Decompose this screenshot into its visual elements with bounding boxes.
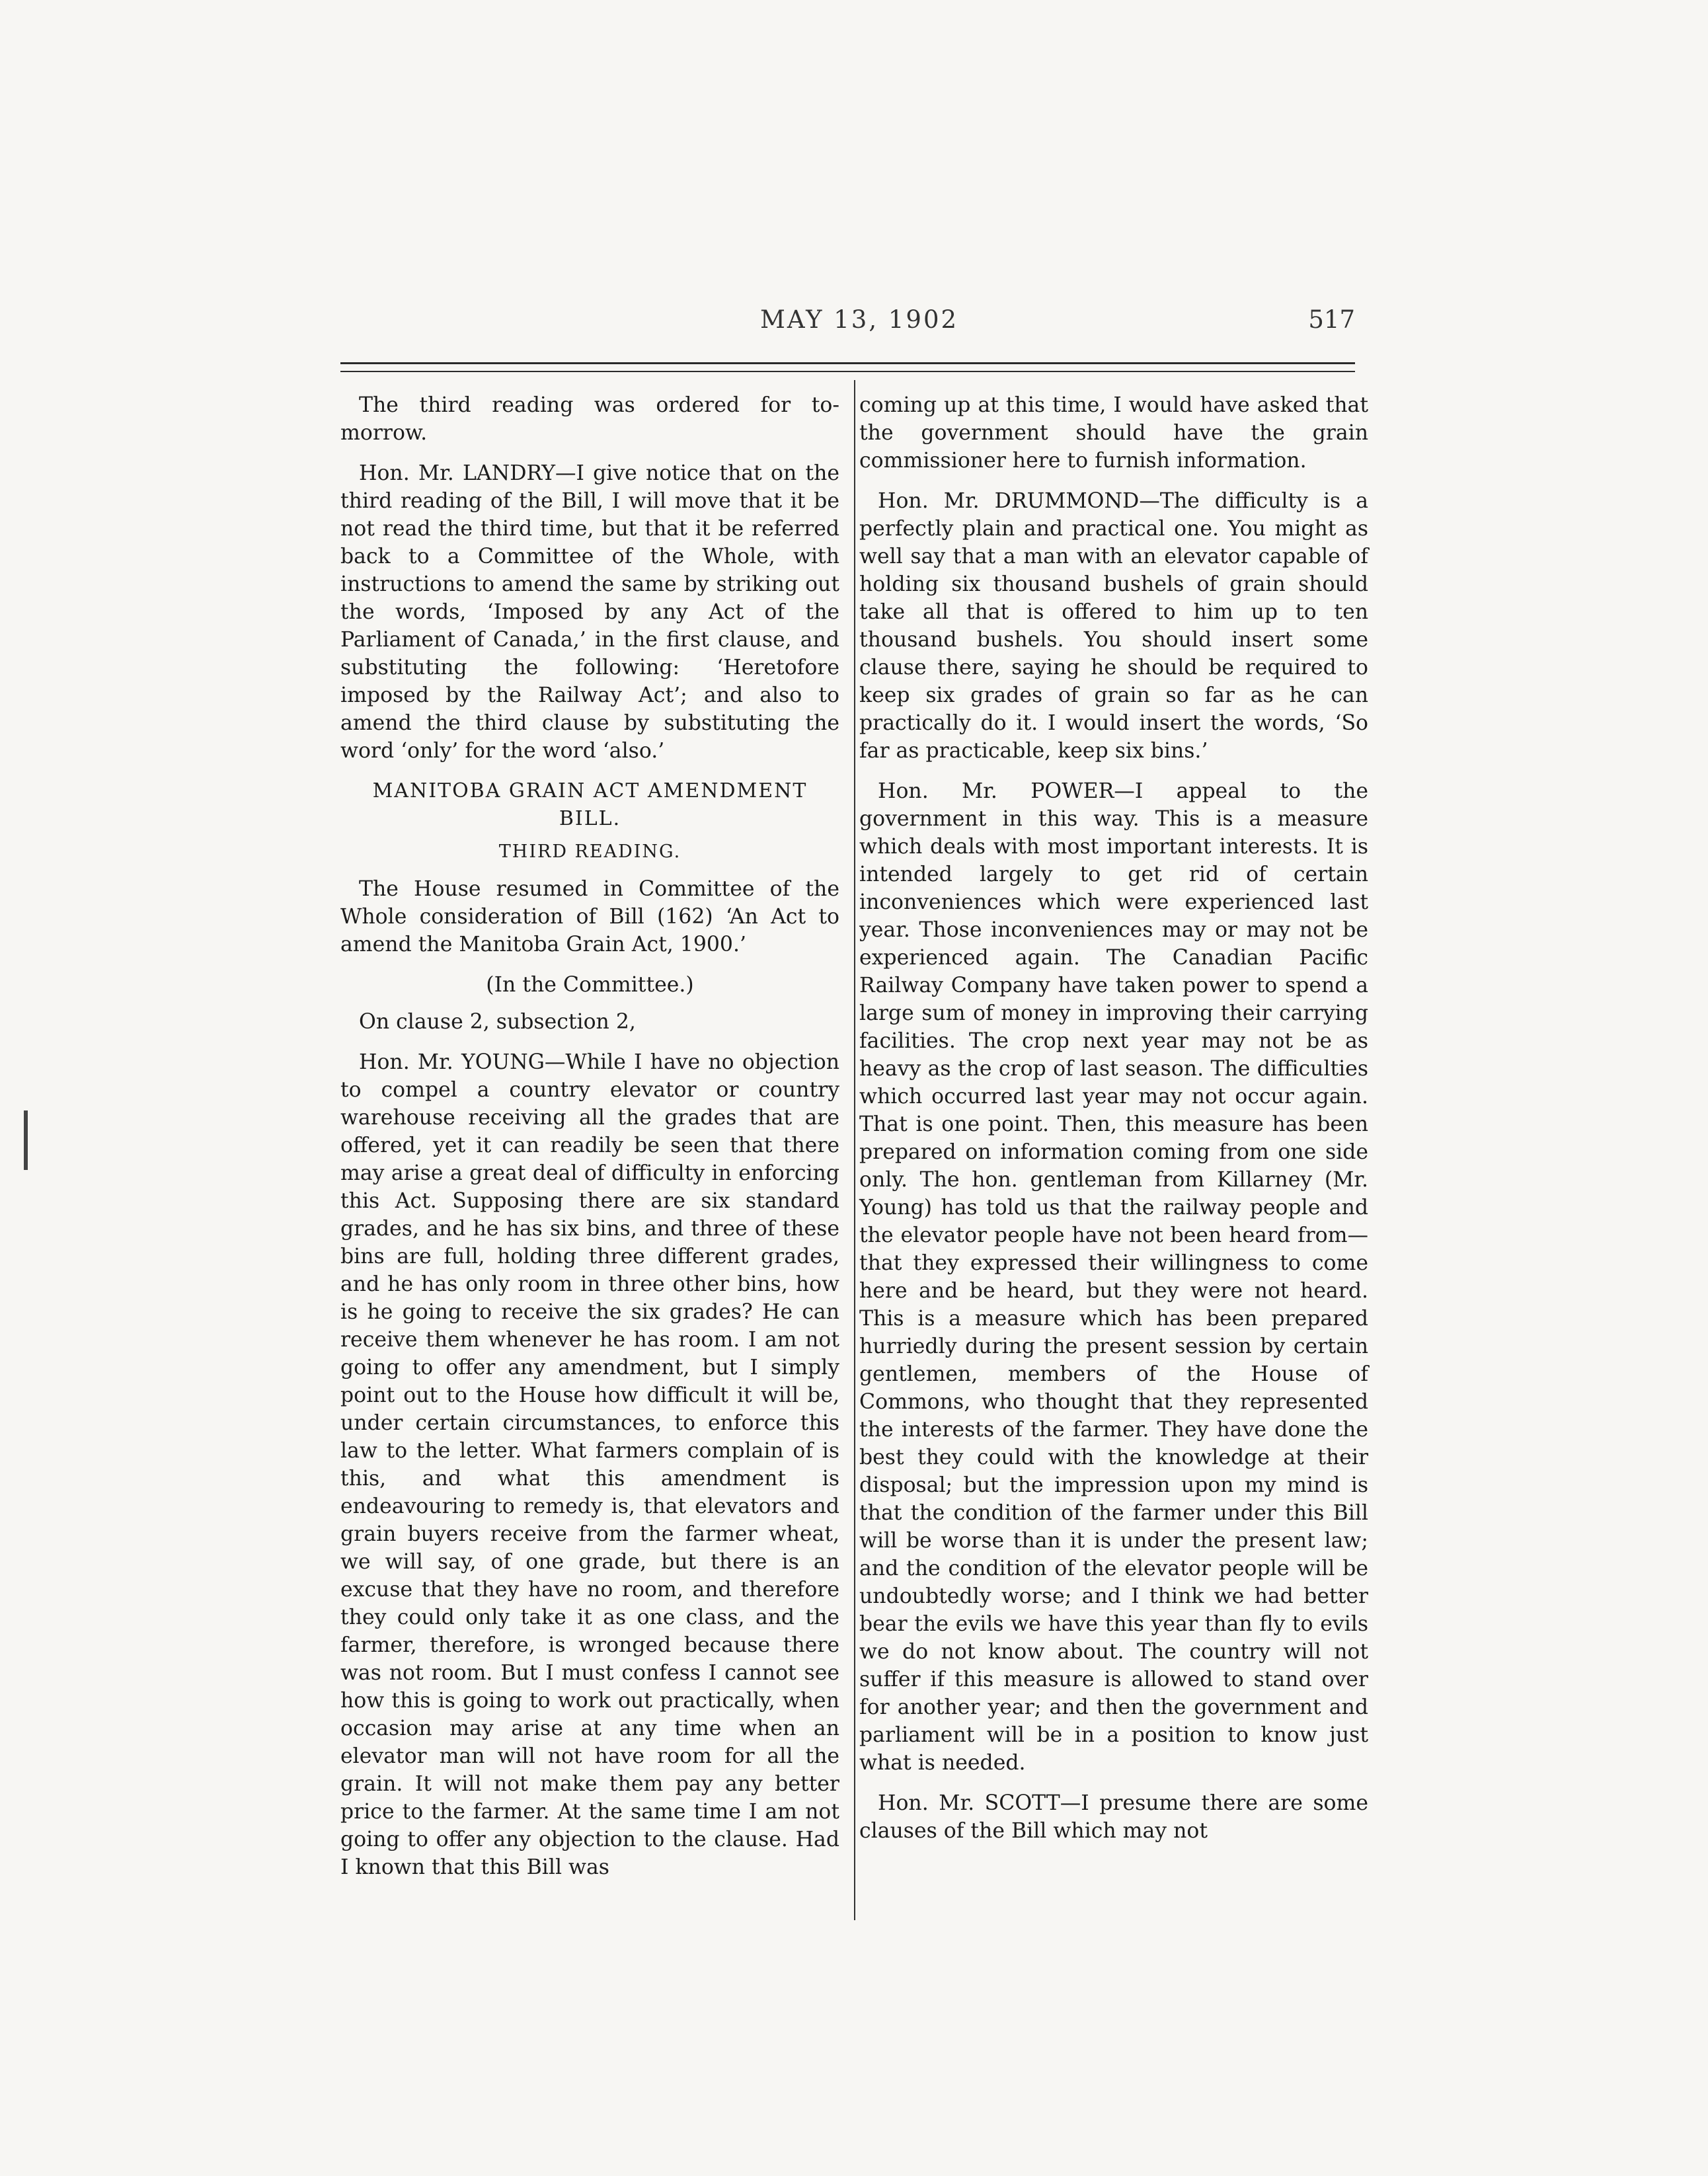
paragraph-power: Hon. Mr. POWER—I appeal to the government in this way. This is a measure which deals with most important interests. It is intended largely to get rid of certain inconveniences which were experienced last year. Those inconveniences may or may not be experienced again. The Canadian Pacific Railway Company have taken power to spend a large sum of money in improving their carrying facilities. The crop next year may not be as heavy as the crop of last season. The difficulties which occurred last year may not occur again. That is one point. Then, this measure has been prepared on information coming from one side only. The hon. gentleman from Killarney (Mr. Young) has told us that the railway people and the elevator people have not been heard from—that they expressed their willingness to come here and be heard, but they were not heard. This is a measure which has been prepared hurriedly during the present session by certain gentlemen, members of the House of Commons, who thought that they represented the interests of the farmer. They have done the best they could with the knowledge at their disposal; but the impression upon my mind is that the condition of the farmer under this Bill will be worse than it is under the present law; and the condition of the elevator people will be undoubtedly worse; and I think we had better bear the evils we have this year than fly to evils we do not know about. The country will not suffer if this measure is allowed to stand over for another year; and then the government and parliament will be in a position to know just what is needed.: [859, 779, 1368, 1775]
paragraph-young: Hon. Mr. YOUNG—While I have no objection to compel a country elevator or country warehouse receiving all the grades that are offered, yet it can readily be seen that there may arise a great deal of difficulty in enforcing this Act. Supposing there are six standard grades, and he has six bins, and three of these bins are full, holding three different grades, and he has only room in three other bins, how is he going to receive the six grades? He can receive them whenever he has room. I am not going to offer any amendment, but I simply point out to the House how difficult it will be, under certain circumstances, to enforce this law to the letter. What farmers complain of is this, and what this amendment is endeavouring to remedy is, that elevators and grain buyers receive from the farmer wheat, we will say, of one grade, but there is an excuse that they have no room, and therefore they could only take it as one class, and the farmer, therefore, is wronged because there was not room. But I must confess I cannot see how this is going to work out practically, when occasion may arise at any time when an elevator man will not have room for all the grain. It will not make them pay any better price to the farmer. At the same time I am not going to offer any objection to the clause. Had I known that this Bill was: [340, 1050, 839, 1879]
right-column: [859, 391, 1368, 1857]
section-subtitle: THIRD READING.: [498, 841, 681, 862]
page-header-date: MAY 13, 1902: [759, 305, 959, 334]
paragraph-scott: Hon. Mr. SCOTT—I presume there are some clauses of the Bill which may not: [859, 1791, 1368, 1843]
paragraph-continued: coming up at this time, I would have asked that the government should have the grain commissioner here to furnish information.: [859, 393, 1368, 473]
paragraph: The House resumed in Committee of the Whole consideration of Bill (162) ‘An Act to amend the Manitoba Grain Act, 1900.’: [340, 877, 839, 956]
paragraph-drummond: Hon. Mr. DRUMMOND—The difficulty is a perfectly plain and practical one. You might as well say that a man with an elevator capable of holding six thousand bushels of grain should take all that is offered to him up to ten thousand bushels. You should insert some clause there, saying he should be required to keep six grades of grain so far as he can practically do it. I would insert the words, ‘So far as practicable, keep six bins.’: [859, 489, 1368, 763]
header-rule-top: [340, 362, 1355, 364]
section-title: MANITOBA GRAIN ACT AMENDMENT BILL.: [372, 779, 808, 830]
paragraph: The third reading was ordered for to-morrow.: [340, 393, 839, 445]
scan-margin-mark: [24, 1110, 28, 1170]
page-number: 517: [1308, 305, 1355, 334]
header-rule-bottom: [340, 371, 1355, 372]
paragraph: On clause 2, subsection 2,: [359, 1010, 636, 1034]
in-committee-note: (In the Committee.): [486, 973, 694, 997]
column-divider: [854, 380, 855, 1920]
paragraph-landry: Hon. Mr. LANDRY—I give notice that on the third reading of the Bill, I will move that it be not read the third time, but that it be referred back to a Committee of the Whole, with instructions to amend the same by striking out the words, ‘Imposed by any Act of the Parliament of Canada,’ in the first clause, and substituting the following: ‘Heretofore imposed by the Railway Act’; and also to amend the third clause by substituting the word ‘only’ for the word ‘also.’: [340, 461, 839, 763]
left-column: [340, 391, 839, 1894]
